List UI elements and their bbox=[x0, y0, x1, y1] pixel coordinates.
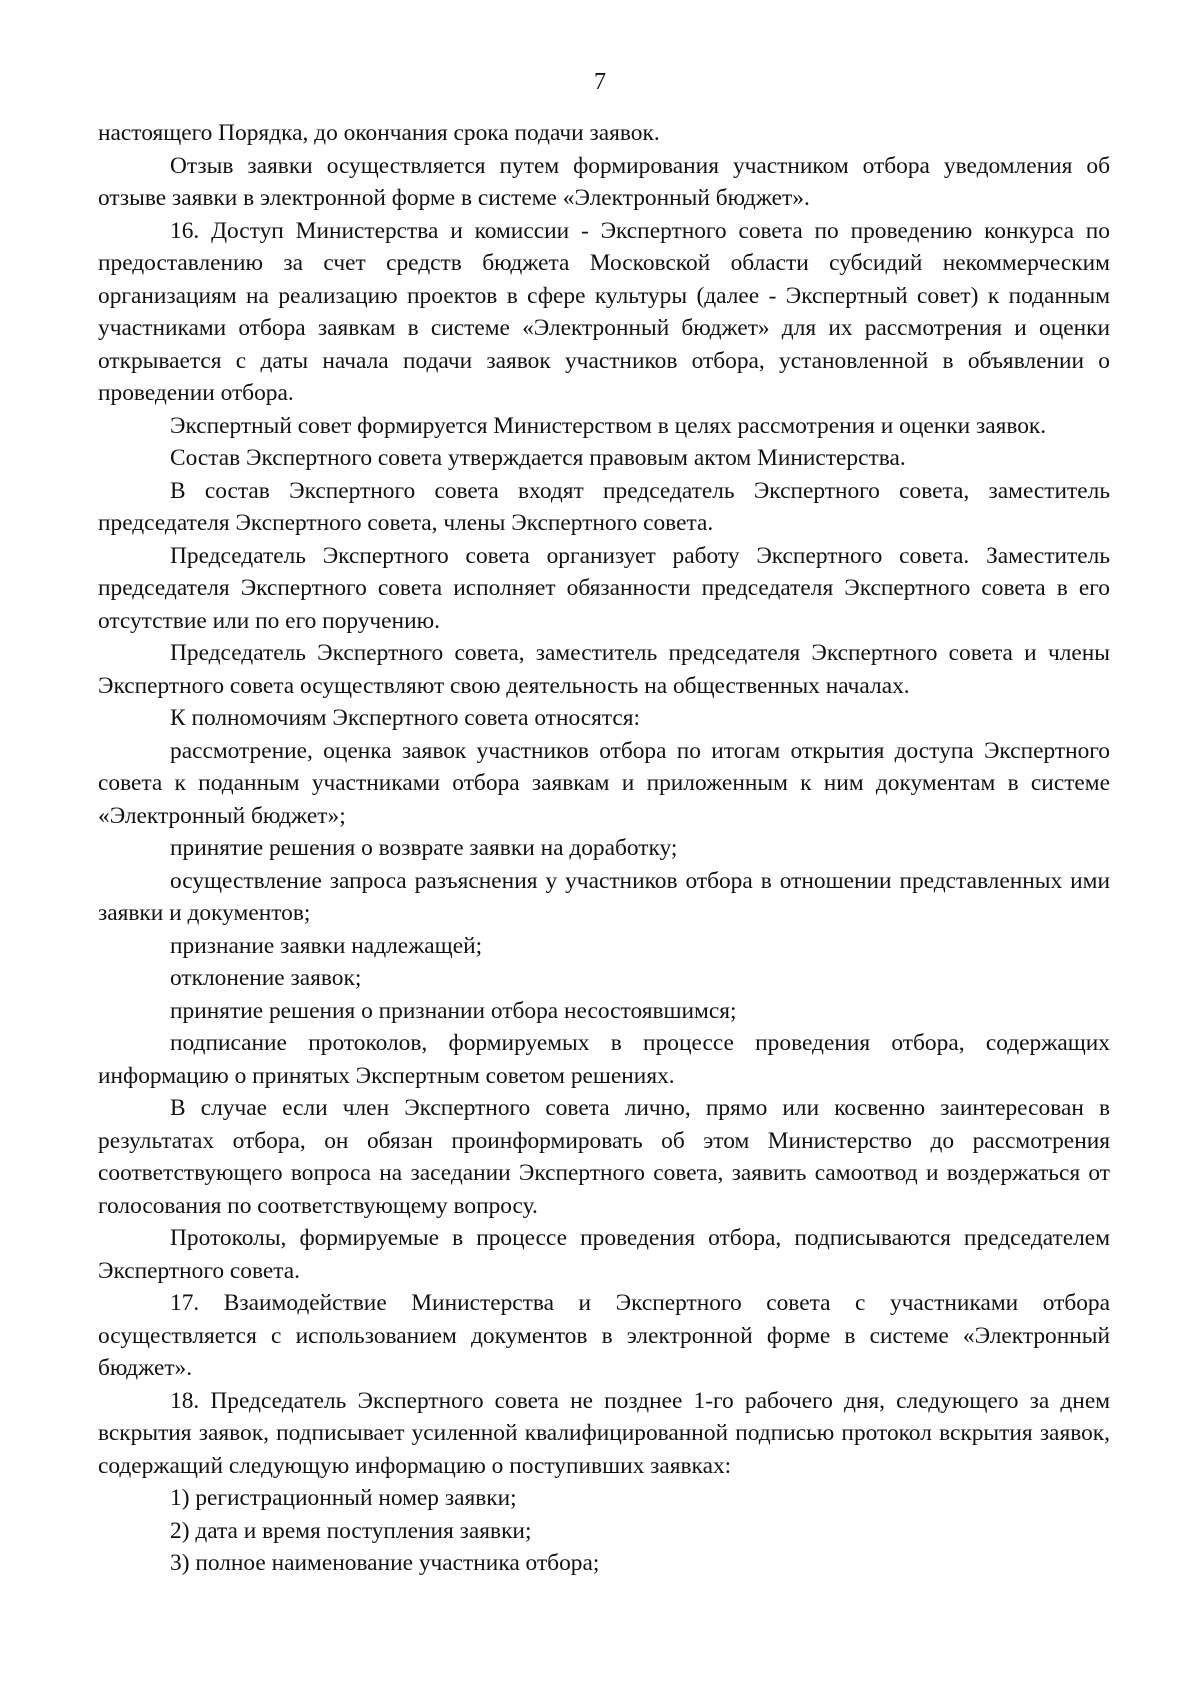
paragraph: К полномочиям Экспертного совета относятся: bbox=[170, 705, 641, 731]
list-item: 2) дата и время поступления заявки; bbox=[170, 1517, 532, 1544]
list-item: 3) полное наименование участника отбора; bbox=[170, 1550, 600, 1576]
paragraph: Председатель Экспертного совета, заместитель председателя Экспертного совета и члены Экспертного совета осуществляют свою деятельность на общественных началах. bbox=[98, 640, 1110, 699]
list-item: отклонение заявок; bbox=[170, 965, 362, 991]
document-body bbox=[98, 117, 1110, 1580]
paragraph: В случае если член Экспертного совета лично, прямо или косвенно заинтересован в результатах отбора, он обязан проинформировать об этом Министерство до рассмотрения соответствующего вопроса на заседании Экспертного совета, заявить самоотвод и воздержаться от голосования по соответствующему вопросу. bbox=[98, 1095, 1110, 1219]
page-number: 7 bbox=[594, 69, 606, 95]
list-item: принятие решения о признании отбора несостоявшимся; bbox=[170, 997, 737, 1024]
paragraph: 18. Председатель Экспертного совета не позднее 1-го рабочего дня, следующего за днем вскрытия заявок, подписывает усиленной квалифицированной подписью протокол вскрытия заявок, содержащий следующую информацию о поступивших заявках: bbox=[98, 1387, 1110, 1479]
paragraph: Экспертный совет формируется Министерством в целях рассмотрения и оценки заявок. bbox=[170, 412, 1047, 439]
paragraph: Состав Экспертного совета утверждается правовым актом Министерства. bbox=[170, 445, 906, 471]
paragraph: В состав Экспертного совета входят председатель Экспертного совета, заместитель председателя Экспертного совета, члены Экспертного совета. bbox=[98, 477, 1110, 536]
paragraph: Протоколы, формируемые в процессе проведения отбора, подписываются председателем Экспертного совета. bbox=[98, 1225, 1110, 1284]
list-item: принятие решения о возврате заявки на доработку; bbox=[170, 835, 678, 861]
paragraph: Отзыв заявки осуществляется путем формирования участником отбора уведомления об отзыве заявки в электронной форме в системе «Электронный бюджет». bbox=[98, 152, 1110, 211]
list-item: подписание протоколов, формируемых в процессе проведения отбора, содержащих информацию о принятых Экспертным советом решениях. bbox=[98, 1030, 1110, 1089]
list-item: 1) регистрационный номер заявки; bbox=[170, 1485, 517, 1511]
paragraph: 16. Доступ Министерства и комиссии - Экспертного совета по проведению конкурса по предоставлению за счет средств бюджета Московской области субсидий некоммерческим организациям на реализацию проектов в сфере культуры (далее - Экспертный совет) к поданным участниками отбора заявкам в системе «Электронный бюджет» для их рассмотрения и оценки открывается с даты начала подачи заявок участников отбора, установленной в объявлении о проведении отбора. bbox=[98, 217, 1110, 406]
paragraph: настоящего Порядка, до окончания срока подачи заявок. bbox=[98, 120, 660, 146]
list-item: признание заявки надлежащей; bbox=[170, 932, 483, 959]
list-item: рассмотрение, оценка заявок участников отбора по итогам открытия доступа Экспертного совета к поданным участниками отбора заявкам и приложенным к ним документам в системе «Электронный бюджет»; bbox=[98, 737, 1110, 829]
paragraph: 17. Взаимодействие Министерства и Экспертного совета с участниками отбора осуществляется с использованием документов в электронной форме в системе «Электронный бюджет». bbox=[98, 1290, 1110, 1381]
list-item: осуществление запроса разъяснения у участников отбора в отношении представленных ими заявки и документов; bbox=[98, 867, 1110, 926]
paragraph: Председатель Экспертного совета организует работу Экспертного совета. Заместитель председателя Экспертного совета исполняет обязанности председателя Экспертного совета в его отсутствие или по его поручению. bbox=[98, 542, 1110, 634]
